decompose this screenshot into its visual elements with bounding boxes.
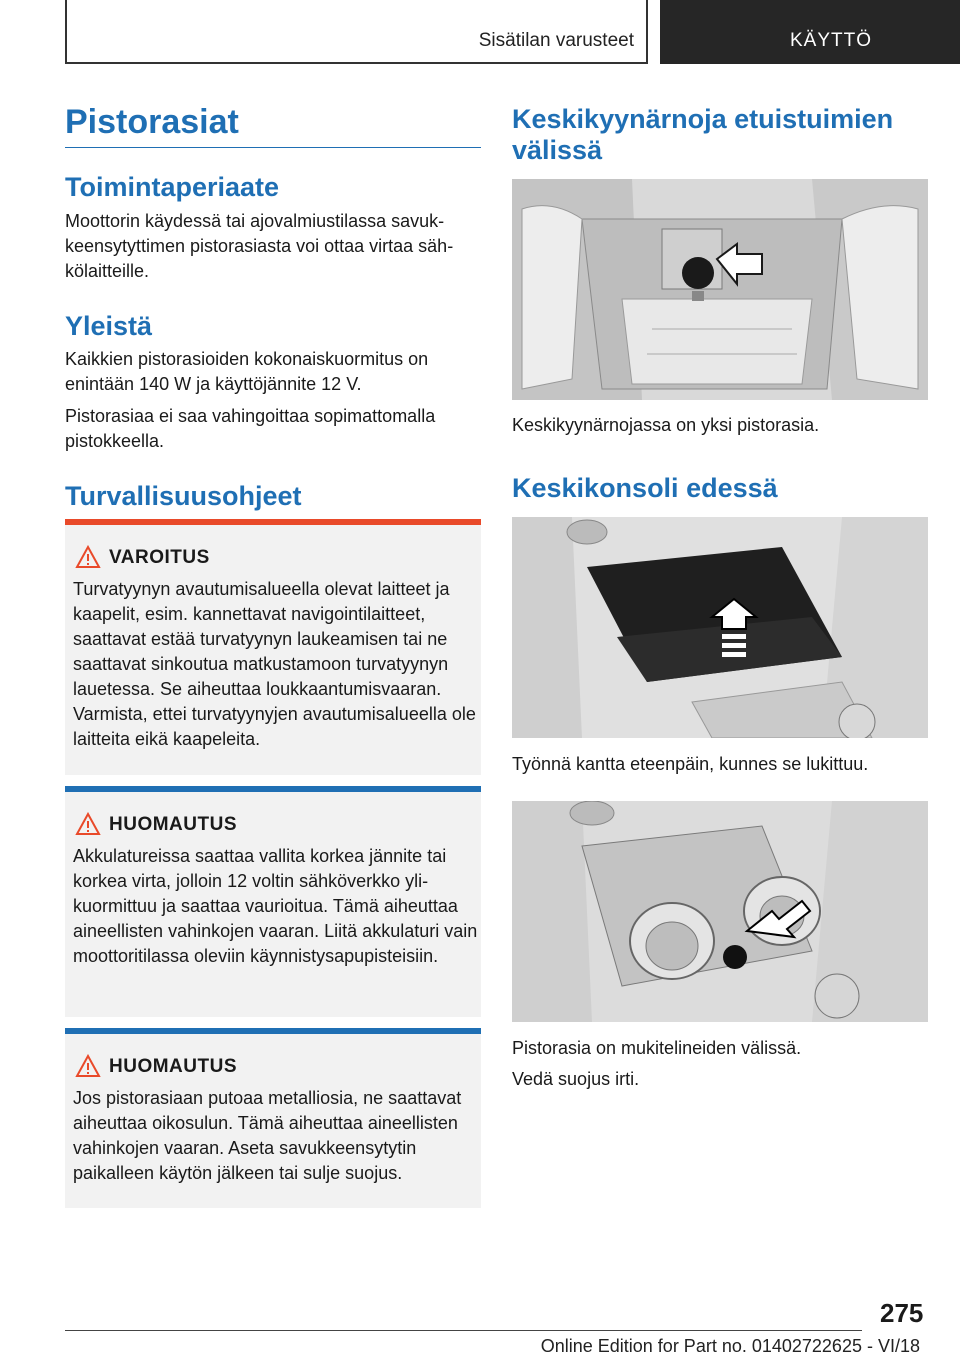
caption-console-2: Pistorasia on mukitelineiden välissä. xyxy=(512,1038,802,1058)
armrest-socket-image xyxy=(512,179,928,400)
chapter-title: KÄYTTÖ xyxy=(790,30,873,51)
notice-text-1: Akkulatureissa saattaa vallita korkea jännite tai korkea virta, jolloin 12 voltin sähköverkko ylikuormittuu ja saattaa vaurioitua. Tämä aiheuttaa aineellisten vahinkojen vaaran. Liitä akkulaturi vain moottoritilassa oleviin käynnistysapupisteisiin. xyxy=(73,846,478,966)
caption-armrest: Keskikyynärnojassa on yksi pistorasia. xyxy=(512,415,820,435)
section-title: Sisätilan varusteet xyxy=(478,30,634,51)
caption-console-1: Työnnä kantta eteenpäin, kunnes se lukittuu. xyxy=(512,754,869,774)
heading-principle: Toimintaperiaate xyxy=(65,172,280,202)
warning-title: VAROITUS xyxy=(109,547,210,568)
caption-console-3: Vedä suojus irti. xyxy=(512,1069,640,1089)
notice-bar-1 xyxy=(65,786,481,792)
console-cover-image xyxy=(512,517,928,738)
notice-triangle-icon xyxy=(75,1054,101,1078)
page-title: Pistorasiat xyxy=(65,103,239,141)
notice-box-1 xyxy=(65,786,481,1017)
notice-box-2 xyxy=(65,1028,481,1208)
text-general-1: Kaikkien pistorasioiden kokonaiskuormitus on enintään 140 W ja käyttöjännite 12 V. xyxy=(65,349,429,394)
warning-box xyxy=(65,519,481,775)
title-rule xyxy=(65,147,481,148)
text-general-2: Pistorasiaa ei saa vahingoittaa sopimattomalla pistokkeella. xyxy=(65,406,436,451)
notice-triangle-icon xyxy=(75,812,101,836)
notice-bar-2 xyxy=(65,1028,481,1034)
header-chapter-tab xyxy=(660,0,960,64)
header-section-tab xyxy=(65,0,648,64)
footer-rule xyxy=(65,1330,862,1331)
text-principle: Moottorin käydessä tai ajovalmiustilassa savukkeensytyttimen pistorasiasta voi ottaa virtaa sähkölaitteille. xyxy=(65,211,454,281)
heading-armrest: Keskikyynärnoja etuistuimien välissä xyxy=(512,104,894,165)
notice-title-2: HUOMAUTUS xyxy=(109,1056,237,1077)
notice-title-1: HUOMAUTUS xyxy=(109,814,237,835)
warning-text: Turvatyynyn avautumisalueella olevat laitteet ja kaapelit, esim. kannettavat navigointilaitteet, saattavat estää turvatyynyn laukeamisen tai ne saattavat sinkoutua matkustamoon turvatyynyn lauetessa. Se aiheuttaa loukkaantumisvaaran. Varmista, ettei turvatyynyjen avautumisalueella ole laitteita eikä kaapeleita. xyxy=(73,579,476,749)
edition-label: Online Edition for Part no. 01402722625 - VI/18 xyxy=(540,1336,920,1356)
warning-bar xyxy=(65,519,481,525)
heading-safety: Turvallisuusohjeet xyxy=(65,481,302,511)
notice-text-2: Jos pistorasiaan putoaa metalliosia, ne saattavat aiheuttaa oikosulun. Tämä aiheuttaa aineellisten vahinkojen vaaran. Aseta savukkeensytytin paikalleen käytön jälkeen tai sulje suojus. xyxy=(73,1088,462,1183)
page-number: 275 xyxy=(880,1298,924,1328)
heading-general: Yleistä xyxy=(65,311,153,341)
console-socket-image xyxy=(512,801,928,1022)
heading-console: Keskikonsoli edessä xyxy=(512,473,778,503)
warning-triangle-icon xyxy=(75,545,101,569)
